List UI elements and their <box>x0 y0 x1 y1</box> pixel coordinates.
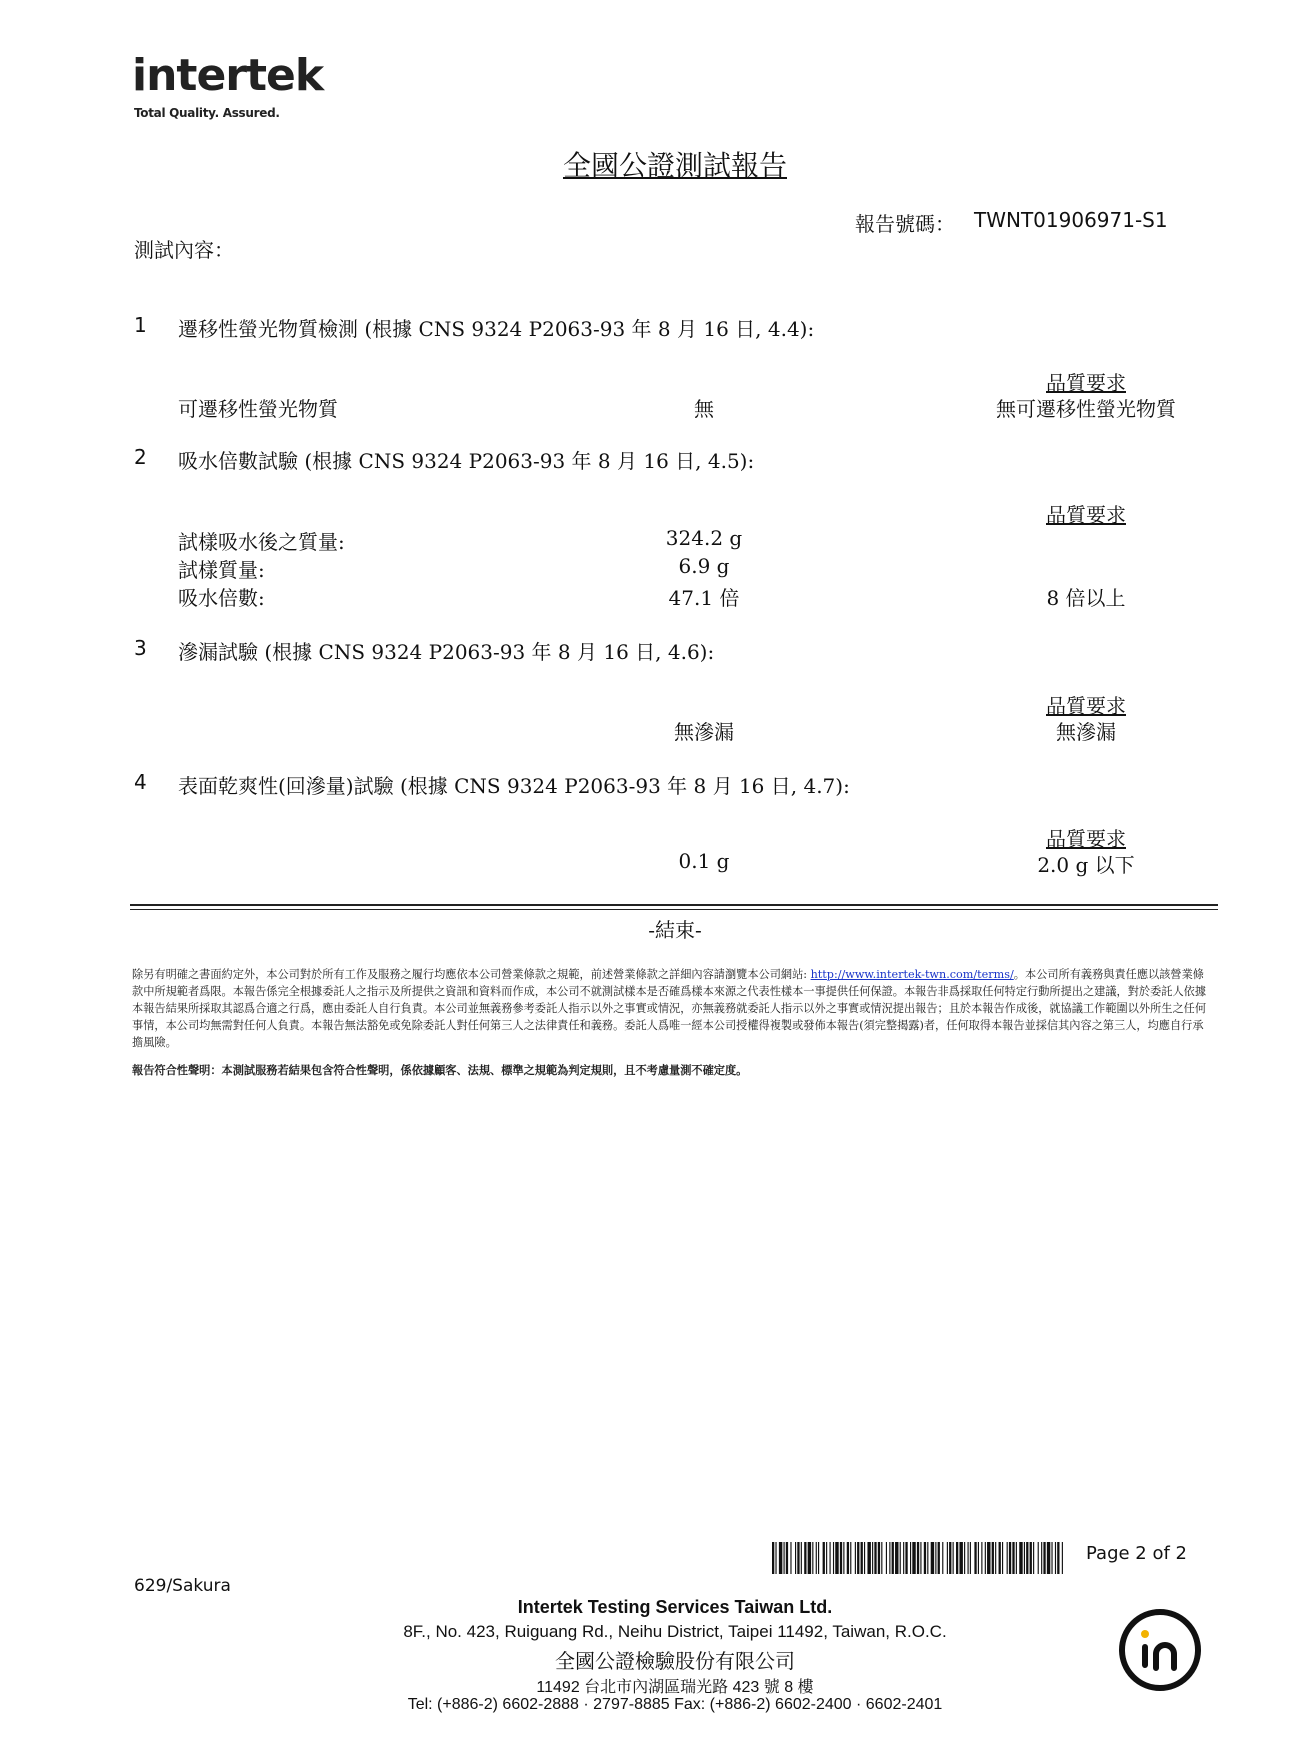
section-1-requirement: 無可遷移性螢光物質 <box>996 397 1176 421</box>
footer-reference: 629/Sakura <box>134 1576 231 1596</box>
section-2-row-label: 吸水倍數: <box>178 586 265 610</box>
section-2-number: 2 <box>134 445 147 469</box>
section-1-number: 1 <box>134 313 147 337</box>
section-4-number: 4 <box>134 770 147 794</box>
section-1-row-label: 可遷移性螢光物質 <box>178 397 338 421</box>
company-address-en: 8F., No. 423, Ruiguang Rd., Neihu District, Taipei 11492, Taiwan, R.O.C. <box>403 1622 947 1641</box>
intertek-logo: intertek <box>132 50 324 101</box>
company-contact: Tel: (+886-2) 6602-2888 · 2797-8885 Fax: (+886-2) 6602-2400 · 6602-2401 <box>407 1696 943 1713</box>
divider-line <box>130 909 1218 910</box>
page-number: Page 2 of 2 <box>1086 1543 1187 1564</box>
section-2-requirement-heading: 品質要求 <box>1046 503 1126 527</box>
company-name-zh: 全國公證檢驗股份有限公司 <box>555 1649 795 1673</box>
section-2-row-value: 6.9 g <box>678 554 730 578</box>
report-number: TWNT01906971-S1 <box>974 208 1168 232</box>
section-2-row-label: 試樣吸水後之質量: <box>178 530 345 554</box>
section-1-result: 無 <box>694 397 714 421</box>
divider-line <box>130 904 1218 906</box>
barcode-image <box>772 1542 1064 1574</box>
section-3-result: 無滲漏 <box>674 720 734 744</box>
section-2-title: 吸水倍數試驗 (根據 CNS 9324 P2063-93 年 8 月 16 日, 4.5): <box>178 449 755 473</box>
section-4-title: 表面乾爽性(回滲量)試驗 (根據 CNS 9324 P2063-93 年 8 月 16 日, 4.7): <box>178 774 850 798</box>
logo-tagline: Total Quality. Assured. <box>134 106 280 120</box>
section-2-requirement: 8 倍以上 <box>1046 586 1126 610</box>
section-4-result: 0.1 g <box>678 849 730 873</box>
conformity-statement: 報告符合性聲明：本測試服務若結果包含符合性聲明，係依據顧客、法規、標準之規範為判定規則，且不考慮量測不確定度。 <box>132 1064 748 1077</box>
section-3-title: 滲漏試驗 (根據 CNS 9324 P2063-93 年 8 月 16 日, 4.6): <box>178 640 715 664</box>
section-1-requirement-heading: 品質要求 <box>1046 371 1126 395</box>
report-number-label: 報告號碼： <box>855 212 955 236</box>
test-content-label: 測試內容： <box>134 238 234 262</box>
end-mark: -結束- <box>648 918 702 942</box>
section-1-title: 遷移性螢光物質檢測 (根據 CNS 9324 P2063-93 年 8 月 16 日, 4.4): <box>178 317 815 341</box>
disclaimer-text-after-link: 。本公司所有義務與責任應以該營業條款中所規範者爲限。本報告係完全根據委託人之指示及所提供之資訊和資料而作成，本公司不就測試樣本是否確爲樣本來源之代表性樣本一事提供任何保證。本報告非爲採取任何特定行動所提出之建議，對於委託人依據本報告結果所採取其認爲合適之行爲，應由委託人自行負責。本公司並無義務參考委託人指示以外之事實或情況，亦無義務就委託人指示以外之事實或情況提出報告；且於本報告作成後，就協議工作範圍以外所生之任何事情，本公司均無需對任何人負責。本報告無法豁免或免除委託人對任何第三人之法律責任和義務。委託人爲唯一經本公司授權得複製或發佈本報告(須完整揭露)者，任何取得本報告並採信其內容之第三人，均應自行承擔風險。 <box>132 968 1207 1049</box>
company-address-zh: 11492 台北市內湖區瑞光路 423 號 8 樓 <box>536 1679 814 1696</box>
terms-link[interactable]: http://www.intertek-twn.com/terms/ <box>810 968 1014 981</box>
section-2-row-value: 47.1 倍 <box>668 586 740 610</box>
section-3-requirement: 無滲漏 <box>1056 720 1116 744</box>
section-3-requirement-heading: 品質要求 <box>1046 694 1126 718</box>
section-3-number: 3 <box>134 636 147 660</box>
report-title: 全國公證測試報告 <box>562 149 787 182</box>
section-2-row-value: 324.2 g <box>665 526 743 550</box>
disclaimer-text-before-link: 除另有明確之書面約定外，本公司對於所有工作及服務之履行均應依本公司營業條款之規範，前述營業條款之詳細內容請瀏覽本公司網站: <box>132 968 811 981</box>
section-4-requirement-heading: 品質要求 <box>1046 827 1126 851</box>
section-2-row-label: 試樣質量: <box>178 558 265 582</box>
section-4-requirement: 2.0 g 以下 <box>1037 853 1135 877</box>
disclaimer-text <box>132 966 1214 1051</box>
company-name-en: Intertek Testing Services Taiwan Ltd. <box>517 1597 833 1617</box>
intertek-brand-mark-icon <box>1116 1606 1204 1694</box>
